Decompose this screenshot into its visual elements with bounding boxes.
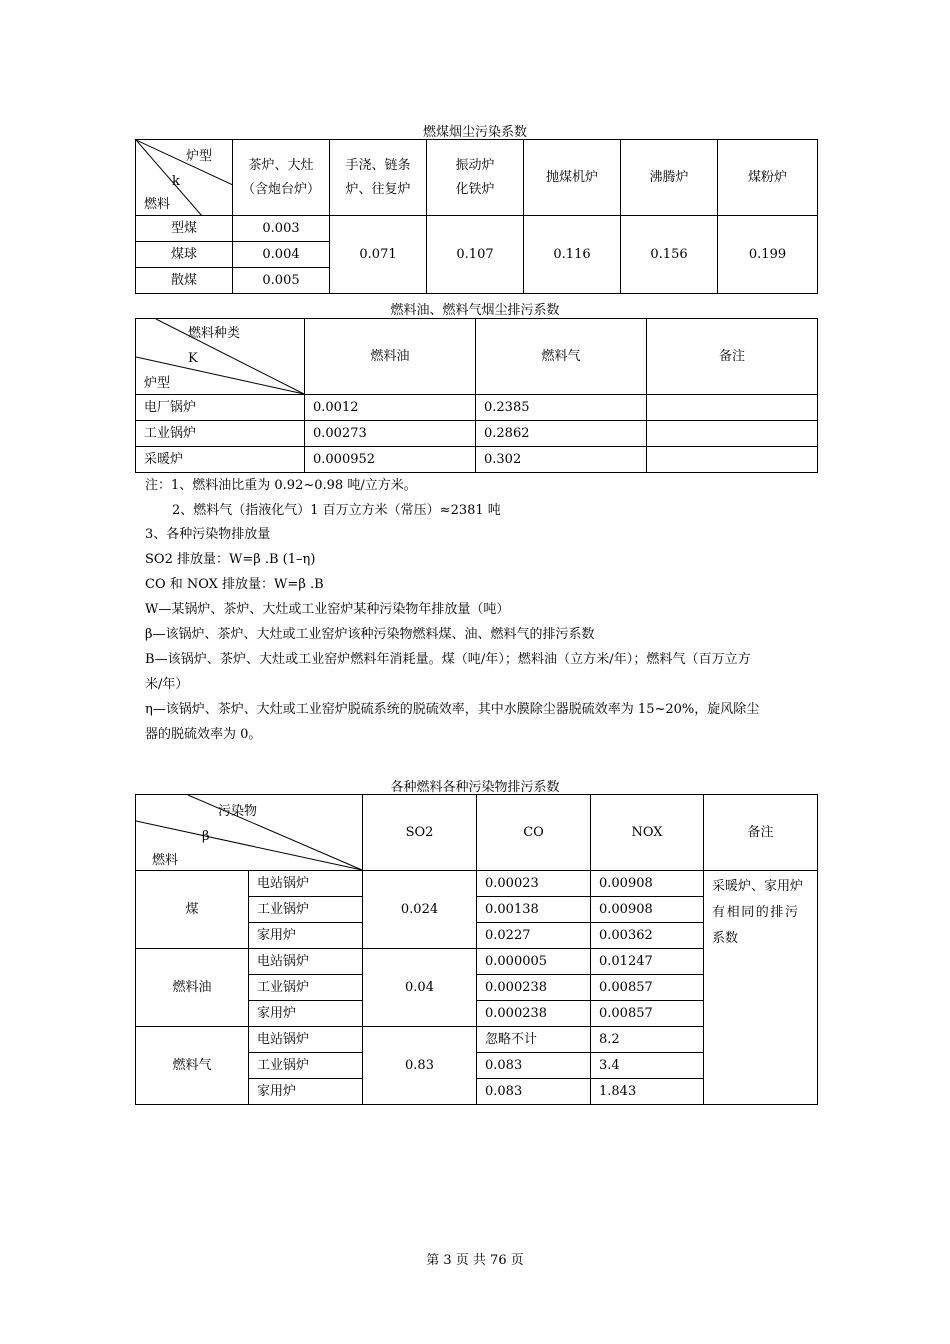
table2-corner-top: 燃料种类 [188,326,241,341]
fuel-group-cell: 燃料气 [136,1027,249,1105]
value-cell: 0.005 [233,268,330,294]
table2-corner-cell [136,319,305,395]
table3-header: CO [477,795,591,871]
boiler-type-cell: 电厂锅炉 [136,395,305,421]
boiler-type-cell: 电站锅炉 [249,949,363,975]
nox-cell: 0.01247 [591,949,704,975]
note-line-3: 3、各种污染物排放量 [145,527,271,542]
boiler-type-cell: 工业锅炉 [136,421,305,447]
so2-cell: 0.024 [363,871,477,949]
nox-cell: 1.843 [591,1079,704,1105]
nox-cell: 0.00362 [591,923,704,949]
table1-corner-mid: k [172,174,180,189]
value-cell: 0.0012 [305,395,476,421]
boiler-type-cell: 工业锅炉 [249,975,363,1001]
note-line-2: 2、燃料气（指液化气）1 百万立方米（常压）≈2381 吨 [172,503,501,518]
table3-header: 备注 [704,795,818,871]
table2-corner-bottom: 炉型 [144,376,171,391]
nox-cell: 0.00857 [591,975,704,1001]
note-line: 有相同的排污 [712,905,800,920]
boiler-type-cell: 家用炉 [249,923,363,949]
table1-corner-top: 炉型 [186,149,213,164]
oil-gas-dust-table [135,318,818,473]
table2-header: 燃料油 [305,319,476,395]
table1-corner-bottom: 燃料 [144,197,171,212]
definition-w: W—某锅炉、茶炉、大灶或工业窑炉某种污染物年排放量（吨） [145,602,510,617]
table1-header: 茶炉、大灶 （含炮台炉） [233,140,330,216]
table3-header: NOX [591,795,704,871]
table-row [136,447,818,473]
table2-corner-mid: K [188,351,198,366]
co-cell: 0.00138 [477,897,591,923]
boiler-type-cell: 家用炉 [249,1079,363,1105]
definition-b-cont: 米/年） [145,677,189,692]
table3-corner-cell [136,795,363,871]
table1-header: 抛煤机炉 [524,140,621,216]
value-cell: 0.199 [718,216,818,294]
co-cell: 0.000238 [477,1001,591,1027]
table3-note-cell [704,871,818,1105]
table3-corner-mid: β [202,829,210,844]
co-cell: 0.083 [477,1079,591,1105]
value-cell: 0.004 [233,242,330,268]
definition-eta-cont: 器的脱硫效率为 0。 [145,727,262,742]
page-number-footer: 第 3 页 共 76 页 [426,1253,524,1268]
value-cell: 0.071 [330,216,427,294]
formula-so2: SO2 排放量：W=β .B (1–η) [145,552,316,567]
table-row [136,216,818,242]
table-row [136,421,818,447]
table2-header: 备注 [647,319,818,395]
value-cell: 0.302 [476,447,647,473]
note-line: 系数 [712,931,739,946]
table3-header: SO2 [363,795,477,871]
co-cell: 0.000005 [477,949,591,975]
table3-caption: 各种燃料各种污染物排污系数 [390,780,560,795]
value-cell: 0.2385 [476,395,647,421]
nox-cell: 8.2 [591,1027,704,1053]
value-cell: 0.2862 [476,421,647,447]
table2-header: 燃料气 [476,319,647,395]
boiler-type-cell: 电站锅炉 [249,871,363,897]
value-cell: 0.116 [524,216,621,294]
definition-eta: η—该锅炉、茶炉、大灶或工业窑炉脱硫系统的脱硫效率，其中水膜除尘器脱硫效率为 15~20%，旋风除尘 [145,702,760,717]
coal-dust-table [135,139,818,294]
fuel-cell: 型煤 [136,216,233,242]
fuel-group-cell: 燃料油 [136,949,249,1027]
note-cell [647,421,818,447]
table1-caption: 燃煤烟尘污染系数 [422,125,527,140]
value-cell: 0.107 [427,216,524,294]
value-cell: 0.003 [233,216,330,242]
table-row [136,871,818,897]
note-cell [647,447,818,473]
value-cell: 0.156 [621,216,718,294]
note-line: 采暖炉、家用炉 [712,879,804,894]
table1-header: 振动炉 化铁炉 [427,140,524,216]
boiler-type-cell: 采暖炉 [136,447,305,473]
table1-corner-cell [136,140,233,216]
so2-cell: 0.04 [363,949,477,1027]
nox-cell: 0.00908 [591,897,704,923]
co-cell: 0.00023 [477,871,591,897]
boiler-type-cell: 工业锅炉 [249,897,363,923]
table-row [136,395,818,421]
nox-cell: 0.00857 [591,1001,704,1027]
table1-header: 沸腾炉 [621,140,718,216]
definition-b: B—该锅炉、茶炉、大灶或工业窑炉燃料年消耗量。煤（吨/年）；燃料油（立方米/年）；燃料气（百万立方 [145,652,751,667]
boiler-type-cell: 工业锅炉 [249,1053,363,1079]
so2-cell: 0.83 [363,1027,477,1105]
table1-header: 手浇、链条 炉、往复炉 [330,140,427,216]
co-cell: 忽略不计 [477,1027,591,1053]
nox-cell: 3.4 [591,1053,704,1079]
note-line-1: 注：1、燃料油比重为 0.92~0.98 吨/立方米。 [145,478,417,493]
table1-header: 煤粉炉 [718,140,818,216]
nox-cell: 0.00908 [591,871,704,897]
value-cell: 0.00273 [305,421,476,447]
co-cell: 0.0227 [477,923,591,949]
fuel-cell: 散煤 [136,268,233,294]
co-cell: 0.083 [477,1053,591,1079]
fuel-group-cell: 煤 [136,871,249,949]
fuel-cell: 煤球 [136,242,233,268]
note-cell [647,395,818,421]
table3-corner-bottom: 燃料 [152,853,179,868]
formula-co-nox: CO 和 NOX 排放量：W=β .B [145,577,324,592]
pollutant-coefficient-table [135,794,818,1105]
table3-corner-top: 污染物 [218,804,258,819]
value-cell: 0.000952 [305,447,476,473]
co-cell: 0.000238 [477,975,591,1001]
definition-beta: β—该锅炉、茶炉、大灶或工业窑炉该种污染物燃料煤、油、燃料气的排污系数 [145,627,595,642]
table2-caption: 燃料油、燃料气烟尘排污系数 [390,303,560,318]
boiler-type-cell: 电站锅炉 [249,1027,363,1053]
boiler-type-cell: 家用炉 [249,1001,363,1027]
